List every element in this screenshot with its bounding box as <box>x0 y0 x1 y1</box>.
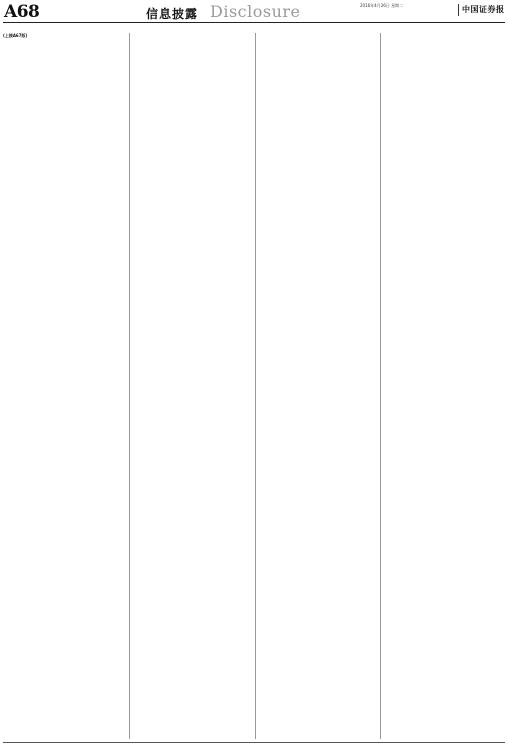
column-4 <box>382 33 505 739</box>
bottom-rule <box>3 742 505 743</box>
column-1 <box>3 33 126 739</box>
column-2 <box>130 33 253 739</box>
section-title-cn: 信息披露 <box>146 7 199 21</box>
section-title-en: Disclosure <box>210 2 301 21</box>
dateline: 2016年4月26日 星期二 <box>360 3 404 8</box>
column-3 <box>256 33 379 739</box>
article-columns <box>3 33 505 739</box>
top-rule <box>3 22 505 23</box>
column-divider <box>380 33 381 739</box>
continuation-note: (上接A67版) <box>3 33 28 38</box>
masthead-divider <box>458 4 459 16</box>
page-number: A68 <box>4 2 40 22</box>
paper-name: 中国证券报 <box>462 4 505 14</box>
